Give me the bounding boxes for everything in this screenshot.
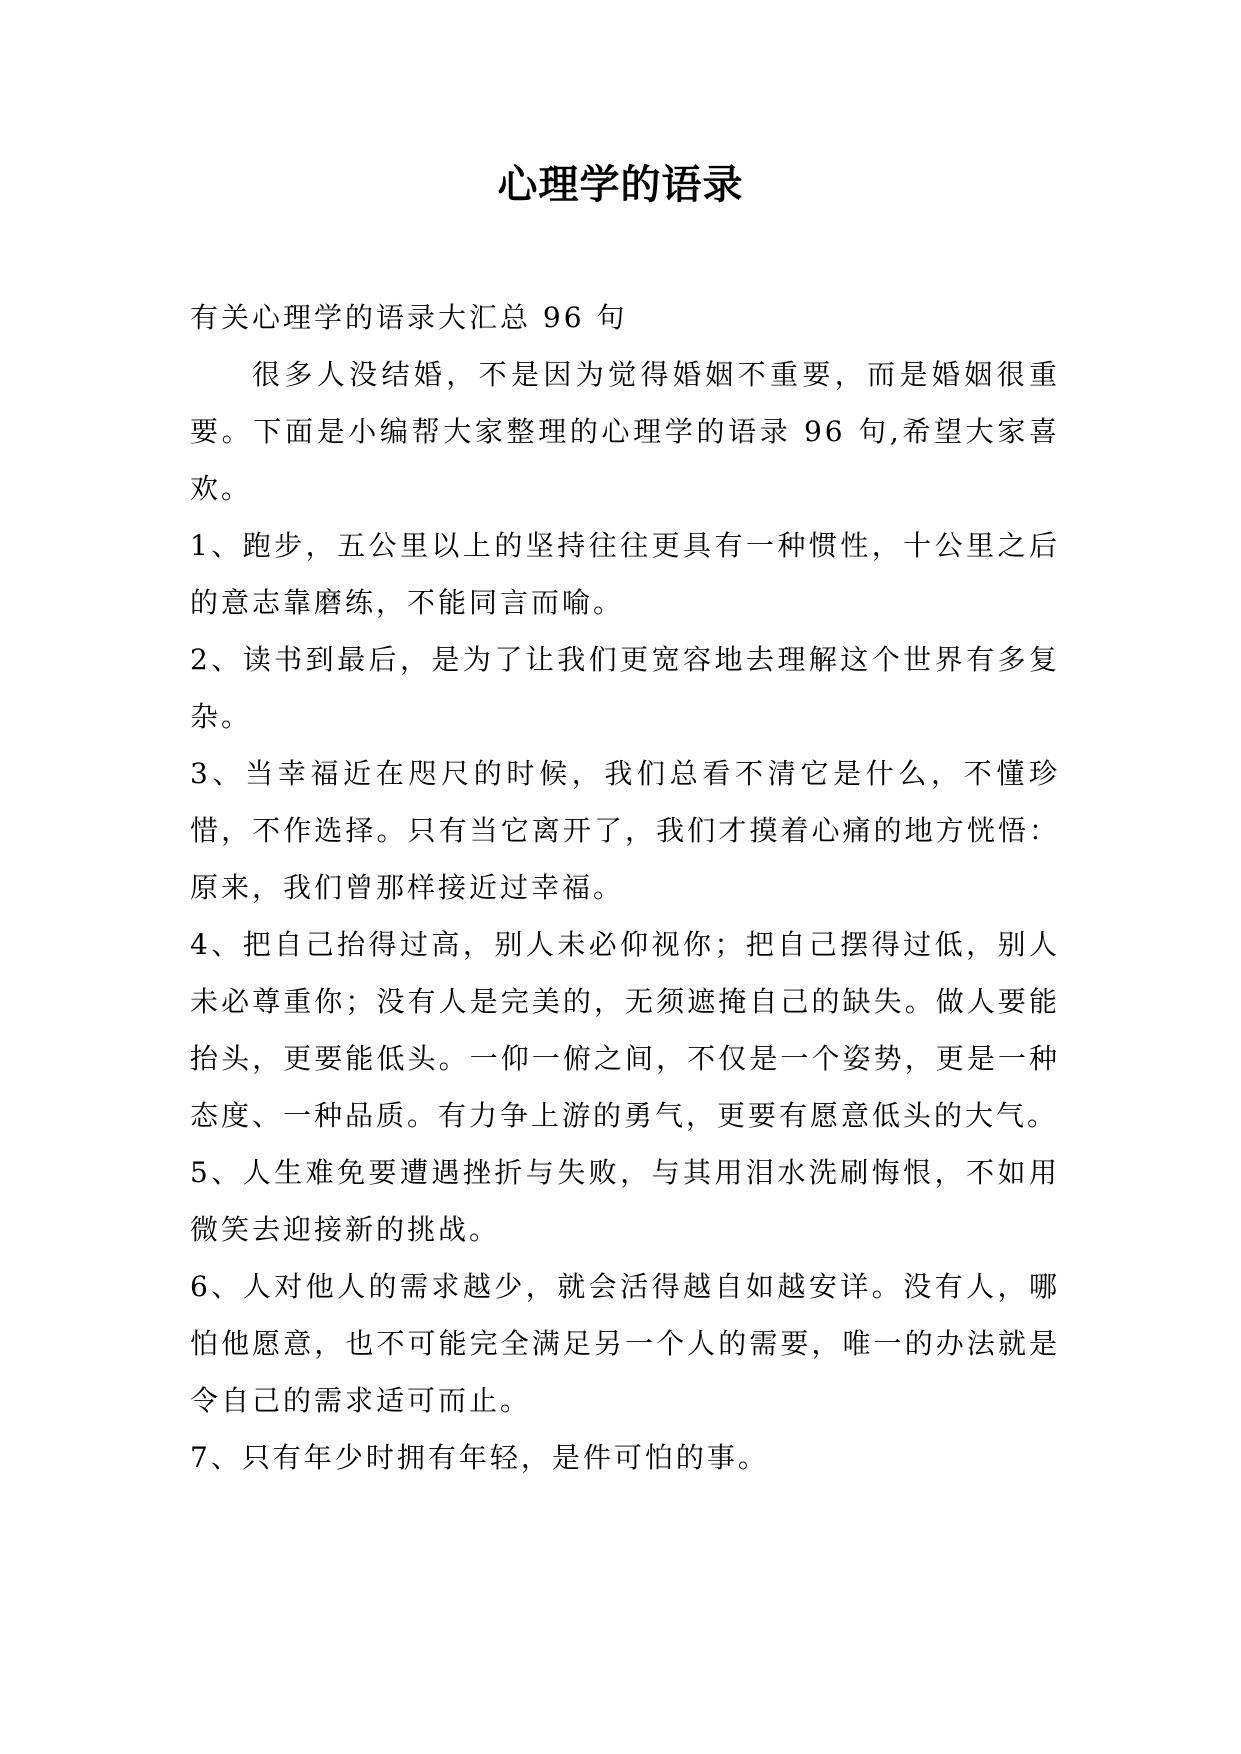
quote-item-7: 7、只有年少时拥有年轻，是件可怕的事。 — [190, 1441, 769, 1474]
quote-item-4: 4、把自己抬得过高，别人未必仰视你；把自己摆得过低，别人未必尊重你；没有人是完美的，无须遮掩自己的缺失。做人要能抬头，更要能低头。一仰一俯之间，不仅是一个姿势，更是一种态度、一种品质。有力争上游的勇气，更要有愿意低头的大气。 — [190, 928, 1060, 1132]
subtitle: 有关心理学的语录大汇总 96 句 — [190, 301, 628, 334]
quote-item-3: 3、当幸福近在咫尺的时候，我们总看不清它是什么，不懂珍惜，不作选择。只有当它离开了，我们才摸着心痛的地方恍悟：原来，我们曾那样接近过幸福。 — [190, 757, 1060, 904]
intro-paragraph: 很多人没结婚，不是因为觉得婚姻不重要，而是婚姻很重要。下面是小编帮大家整理的心理学的语录 96 句,希望大家喜欢。 — [190, 358, 1060, 505]
quote-item-2: 2、读书到最后，是为了让我们更宽容地去理解这个世界有多复杂。 — [190, 643, 1060, 733]
page-title: 心理学的语录 — [497, 162, 744, 208]
document-body — [190, 289, 1060, 1486]
quote-item-6: 6、人对他人的需求越少，就会活得越自如越安详。没有人，哪怕他愿意，也不可能完全满足另一个人的需要，唯一的办法就是令自己的需求适可而止。 — [190, 1270, 1060, 1417]
quote-item-5: 5、人生难免要遭遇挫折与失败，与其用泪水洗刷悔恨，不如用微笑去迎接新的挑战。 — [190, 1156, 1060, 1246]
quote-item-1: 1、跑步，五公里以上的坚持往往更具有一种惯性，十公里之后的意志靠磨练，不能同言而喻。 — [190, 529, 1060, 619]
